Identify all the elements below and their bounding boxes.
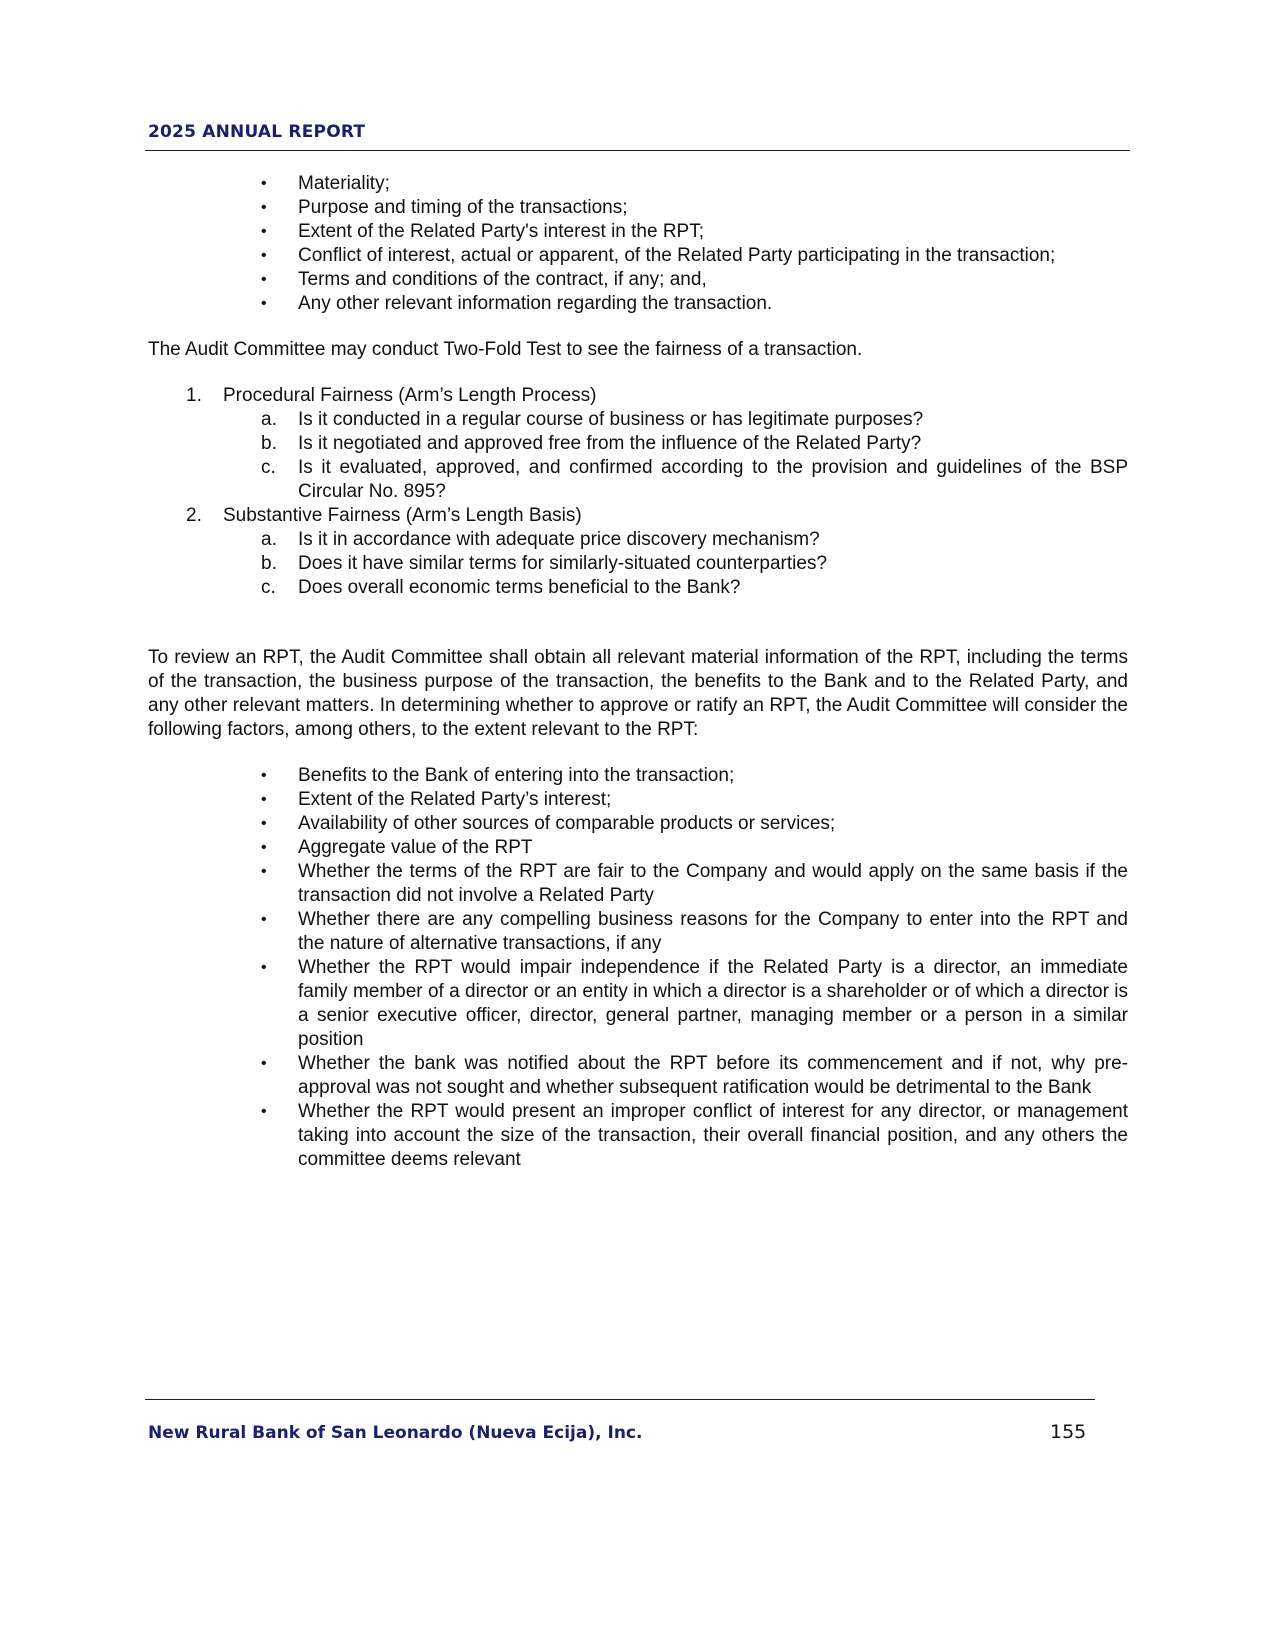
bullet-icon: • — [261, 1055, 267, 1072]
list-item: • Whether there are any compelling business reasons for the Company to enter into the RPT and the nature of alternative transactions, if any — [261, 909, 1128, 954]
item-number: 1. — [186, 385, 202, 406]
bullet-icon: • — [261, 271, 267, 288]
list-item: • Materiality; — [261, 173, 390, 194]
list-item: • Whether the RPT would present an improper conflict of interest for any director, or management taking into account the size of the transaction, their overall financial position, and any others the committee deems relevant — [261, 1101, 1128, 1170]
report-title: 2025 ANNUAL REPORT — [148, 122, 366, 142]
bullet-icon: • — [261, 767, 267, 784]
bullet-icon: • — [261, 815, 267, 832]
footer-bank-name: New Rural Bank of San Leonardo (Nueva Ecija), Inc. — [148, 1423, 643, 1443]
list-item: • Benefits to the Bank of entering into the transaction; — [261, 765, 735, 786]
twofold-item-procedural — [148, 384, 1128, 504]
list-item: a. Is it in accordance with adequate price discovery mechanism? — [261, 529, 820, 550]
list-item: • Availability of other sources of comparable products or services; — [261, 813, 836, 834]
list-item: • Whether the terms of the RPT are fair to the Company and would apply on the same basis if the transaction did not involve a Related Party — [261, 861, 1128, 906]
list-item: • Extent of the Related Party's interest in the RPT; — [261, 221, 704, 242]
sub-list — [223, 408, 1128, 504]
bullet-icon: • — [261, 199, 267, 216]
bullet-icon: • — [261, 295, 267, 312]
page-number: 155 — [1050, 1421, 1087, 1443]
list-item: c. Is it evaluated, approved, and confirmed according to the provision and guidelines of the BSP Circular No. 895? — [261, 457, 1128, 502]
list-item: • Extent of the Related Party’s interest; — [261, 789, 612, 810]
list-item: b. Is it negotiated and approved free from the influence of the Related Party? — [261, 433, 922, 454]
list-item: c. Does overall economic terms beneficial to the Bank? — [261, 577, 741, 598]
item-title: Substantive Fairness (Arm’s Length Basis) — [223, 505, 582, 526]
review-paragraph: To review an RPT, the Audit Committee shall obtain all relevant material information of the RPT, including the terms of the transaction, the business purpose of the transaction, the benefits to the Bank and to the Related Party, and any other relevant matters. In determining whether to approve or ratify an RPT, the Audit Committee will consider the following factors, among others, to the extent relevant to the RPT: — [148, 647, 1128, 740]
twofold-item-substantive — [148, 504, 1128, 600]
footer-divider — [145, 1399, 1095, 1400]
item-title: Procedural Fairness (Arm’s Length Process) — [223, 385, 597, 406]
list-item: • Terms and conditions of the contract, if any; and, — [261, 269, 707, 290]
twofold-test-list — [148, 384, 1128, 600]
bullet-icon: • — [261, 863, 267, 880]
list-item: • Purpose and timing of the transactions; — [261, 197, 628, 218]
bullet-icon: • — [261, 839, 267, 856]
page-content — [148, 172, 1128, 1172]
bullet-icon: • — [261, 959, 267, 976]
bullet-icon: • — [261, 175, 267, 192]
bullet-icon: • — [261, 791, 267, 808]
list-item: • Any other relevant information regarding the transaction. — [261, 293, 773, 314]
factors-bullet-list — [148, 764, 1128, 1172]
bullet-icon: • — [261, 223, 267, 240]
list-item: • Whether the bank was notified about the RPT before its commencement and if not, why pre-approval was not sought and whether subsequent ratification would be detrimental to the Bank — [261, 1053, 1128, 1098]
item-number: 2. — [186, 505, 202, 526]
bullet-icon: • — [261, 1103, 267, 1120]
sub-list — [223, 528, 1128, 600]
list-item: • Whether the RPT would impair independence if the Related Party is a director, an immediate family member of a director or an entity in which a director is a shareholder or of which a director is a senior executive officer, director, general partner, managing member or a person in a similar position — [261, 957, 1128, 1050]
twofold-intro: The Audit Committee may conduct Two-Fold Test to see the fairness of a transaction. — [148, 339, 863, 360]
header-divider — [145, 150, 1130, 151]
bullet-icon: • — [261, 911, 267, 928]
list-item: • Conflict of interest, actual or apparent, of the Related Party participating in the transaction; — [261, 245, 1056, 266]
list-item: • Aggregate value of the RPT — [261, 837, 533, 858]
bullet-icon: • — [261, 247, 267, 264]
list-item: a. Is it conducted in a regular course of business or has legitimate purposes? — [261, 409, 924, 430]
list-item: b. Does it have similar terms for similarly-situated counterparties? — [261, 553, 828, 574]
top-bullet-list — [148, 172, 1128, 316]
